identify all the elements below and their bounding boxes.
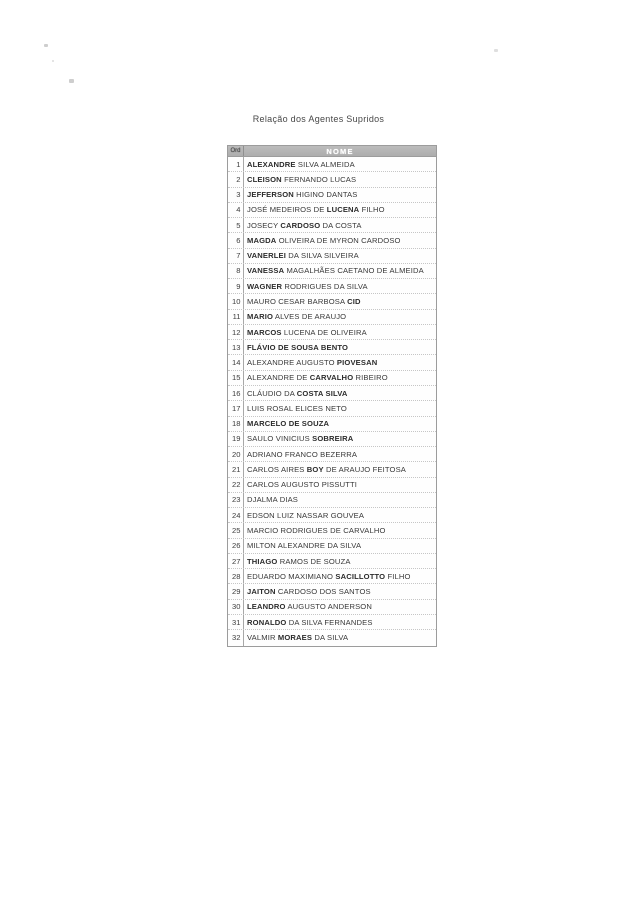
table-row bbox=[228, 249, 436, 264]
agents-table bbox=[227, 145, 437, 647]
name-segment: FILHO bbox=[359, 205, 385, 215]
row-number: 14 bbox=[228, 355, 244, 369]
name-segment: JOSÉ MEDEIROS DE bbox=[247, 205, 327, 215]
row-number: 4 bbox=[228, 203, 244, 217]
row-name bbox=[244, 218, 436, 232]
table-row bbox=[228, 355, 436, 370]
row-name bbox=[244, 203, 436, 217]
row-number: 31 bbox=[228, 615, 244, 629]
row-name bbox=[244, 371, 436, 385]
name-segment: DA SILVA SILVEIRA bbox=[286, 251, 359, 261]
scan-speck bbox=[44, 44, 48, 47]
header-nome: NOME bbox=[326, 147, 354, 156]
row-number: 18 bbox=[228, 417, 244, 431]
row-name bbox=[244, 172, 436, 186]
row-name bbox=[244, 584, 436, 598]
row-number: 16 bbox=[228, 386, 244, 400]
row-number: 3 bbox=[228, 188, 244, 202]
name-segment: MAURO CESAR BARBOSA bbox=[247, 297, 348, 307]
row-number: 12 bbox=[228, 325, 244, 339]
row-name bbox=[244, 539, 436, 553]
table-row bbox=[228, 600, 436, 615]
name-segment: FLÁVIO DE SOUSA BENTO bbox=[247, 342, 349, 352]
name-segment: SOBREIRA bbox=[312, 434, 354, 444]
row-name bbox=[244, 264, 436, 278]
row-number: 30 bbox=[228, 600, 244, 614]
scan-speck bbox=[69, 79, 74, 83]
row-name bbox=[244, 233, 436, 247]
row-name bbox=[244, 294, 436, 308]
name-segment: EDUARDO MAXIMIANO bbox=[247, 571, 336, 581]
row-name bbox=[244, 478, 436, 492]
table-row bbox=[228, 554, 436, 569]
table-row bbox=[228, 417, 436, 432]
table-row bbox=[228, 157, 436, 172]
row-name bbox=[244, 447, 436, 461]
table-row bbox=[228, 325, 436, 340]
name-segment: JAITON bbox=[247, 587, 276, 597]
row-number: 23 bbox=[228, 493, 244, 507]
table-row bbox=[228, 539, 436, 554]
name-segment: THIAGO bbox=[247, 556, 278, 566]
row-name bbox=[244, 462, 436, 476]
name-segment: CLÁUDIO DA bbox=[247, 388, 297, 398]
table-row bbox=[228, 294, 436, 309]
name-segment: COSTA SILVA bbox=[296, 388, 348, 398]
name-segment: SACILLOTTO bbox=[335, 571, 386, 581]
row-name bbox=[244, 249, 436, 263]
row-number: 8 bbox=[228, 264, 244, 278]
table-body bbox=[228, 157, 436, 646]
table-row bbox=[228, 569, 436, 584]
table-row bbox=[228, 233, 436, 248]
row-number: 17 bbox=[228, 401, 244, 415]
row-number: 22 bbox=[228, 478, 244, 492]
header-ord: Ord bbox=[228, 146, 244, 156]
name-segment: MORAES bbox=[277, 633, 313, 643]
name-segment: JEFFERSON bbox=[247, 190, 294, 200]
name-segment: DJALMA DIAS bbox=[247, 495, 299, 505]
table-row bbox=[228, 523, 436, 538]
row-name bbox=[244, 279, 436, 293]
row-name bbox=[244, 188, 436, 202]
name-segment: CARVALHO bbox=[309, 373, 354, 383]
row-number: 15 bbox=[228, 371, 244, 385]
name-segment: DA SILVA bbox=[312, 633, 349, 643]
name-segment: SILVA ALMEIDA bbox=[295, 159, 355, 169]
name-segment: ALEXANDRE DE bbox=[247, 373, 310, 383]
row-number: 28 bbox=[228, 569, 244, 583]
name-segment: FERNANDO LUCAS bbox=[281, 174, 357, 184]
table-row bbox=[228, 462, 436, 477]
document-title: Relação dos Agentes Supridos bbox=[252, 114, 385, 124]
row-name bbox=[244, 401, 436, 415]
name-segment: ADRIANO FRANCO BEZERRA bbox=[247, 449, 358, 459]
name-segment: RAMOS DE SOUZA bbox=[277, 556, 351, 566]
table-row bbox=[228, 371, 436, 386]
row-name bbox=[244, 523, 436, 537]
row-name bbox=[244, 340, 436, 354]
name-segment: MARCELO DE SOUZA bbox=[247, 419, 330, 429]
row-name bbox=[244, 600, 436, 614]
row-name bbox=[244, 355, 436, 369]
name-segment: JOSECY bbox=[247, 220, 281, 230]
table-row bbox=[228, 630, 436, 645]
row-number: 29 bbox=[228, 584, 244, 598]
row-number: 25 bbox=[228, 523, 244, 537]
name-segment: DE ARAUJO FEITOSA bbox=[323, 464, 406, 474]
row-name bbox=[244, 386, 436, 400]
table-row bbox=[228, 203, 436, 218]
row-name bbox=[244, 417, 436, 431]
table-row bbox=[228, 340, 436, 355]
name-segment: MARCOS bbox=[247, 327, 282, 337]
name-segment: VALMIR bbox=[247, 633, 278, 643]
table-row bbox=[228, 279, 436, 294]
name-segment: HIGINO DANTAS bbox=[293, 190, 358, 200]
name-segment: CARDOSO bbox=[280, 220, 321, 230]
name-segment: CARDOSO DOS SANTOS bbox=[275, 587, 371, 597]
row-name bbox=[244, 630, 436, 645]
name-segment: VANERLEI bbox=[247, 251, 287, 261]
row-number: 7 bbox=[228, 249, 244, 263]
row-number: 32 bbox=[228, 630, 244, 645]
name-segment: BOY bbox=[306, 464, 324, 474]
name-segment: RONALDO bbox=[247, 617, 287, 627]
name-segment: DA COSTA bbox=[320, 220, 362, 230]
name-segment: CARLOS AUGUSTO PISSUTTI bbox=[247, 480, 358, 490]
table-header-row bbox=[228, 146, 436, 157]
name-segment: ALVES DE ARAUJO bbox=[273, 312, 347, 322]
table-row bbox=[228, 478, 436, 493]
name-segment: MAGDA bbox=[247, 235, 277, 245]
row-number: 9 bbox=[228, 279, 244, 293]
row-number: 24 bbox=[228, 508, 244, 522]
row-name bbox=[244, 157, 436, 171]
row-number: 21 bbox=[228, 462, 244, 476]
name-segment: ALEXANDRE bbox=[247, 159, 296, 169]
row-name bbox=[244, 569, 436, 583]
name-segment: DA SILVA FERNANDES bbox=[286, 617, 373, 627]
name-segment: LEANDRO bbox=[247, 602, 286, 612]
table-row bbox=[228, 264, 436, 279]
row-name bbox=[244, 432, 436, 446]
row-number: 2 bbox=[228, 172, 244, 186]
name-segment: OLIVEIRA DE MYRON CARDOSO bbox=[276, 235, 401, 245]
row-number: 10 bbox=[228, 294, 244, 308]
name-segment: MARCIO RODRIGUES DE CARVALHO bbox=[247, 526, 386, 535]
table-row bbox=[228, 401, 436, 416]
row-number: 11 bbox=[228, 310, 244, 324]
table-row bbox=[228, 310, 436, 325]
name-segment: MARIO bbox=[247, 312, 274, 322]
row-name bbox=[244, 554, 436, 568]
name-segment: VANESSA bbox=[247, 266, 285, 276]
name-segment: WAGNER bbox=[247, 281, 283, 291]
name-segment: CID bbox=[347, 297, 361, 307]
row-name bbox=[244, 310, 436, 324]
name-segment: FILHO bbox=[385, 571, 411, 581]
name-segment: LUIS ROSAL ELICES NETO bbox=[247, 403, 347, 413]
name-segment: CARLOS AIRES bbox=[247, 464, 307, 474]
name-segment: MILTON ALEXANDRE DA SILVA bbox=[247, 541, 362, 551]
row-number: 27 bbox=[228, 554, 244, 568]
row-number: 26 bbox=[228, 539, 244, 553]
row-number: 13 bbox=[228, 340, 244, 354]
table-row bbox=[228, 584, 436, 599]
scan-speck bbox=[52, 60, 54, 62]
name-segment: RODRIGUES DA SILVA bbox=[282, 281, 368, 291]
name-segment: LUCENA bbox=[326, 205, 360, 215]
name-segment: MAGALHÃES CAETANO DE ALMEIDA bbox=[284, 266, 424, 276]
row-name bbox=[244, 325, 436, 339]
name-segment: RIBEIRO bbox=[353, 373, 388, 383]
table-row bbox=[228, 615, 436, 630]
row-number: 6 bbox=[228, 233, 244, 247]
table-row bbox=[228, 508, 436, 523]
table-row bbox=[228, 432, 436, 447]
row-number: 20 bbox=[228, 447, 244, 461]
row-number: 5 bbox=[228, 218, 244, 232]
name-segment: SAULO VINICIUS bbox=[247, 434, 313, 444]
name-segment: EDSON LUIZ NASSAR GOUVEA bbox=[247, 510, 365, 520]
table-row bbox=[228, 447, 436, 462]
row-name bbox=[244, 508, 436, 522]
row-number: 19 bbox=[228, 432, 244, 446]
name-segment: AUGUSTO ANDERSON bbox=[285, 602, 372, 612]
name-segment: LUCENA DE OLIVEIRA bbox=[281, 327, 367, 337]
table-row bbox=[228, 386, 436, 401]
name-segment: CLEISON bbox=[247, 174, 282, 184]
row-name bbox=[244, 615, 436, 629]
name-segment: PIOVESAN bbox=[336, 358, 378, 368]
table-row bbox=[228, 172, 436, 187]
table-row bbox=[228, 218, 436, 233]
scan-speck bbox=[494, 49, 498, 52]
table-row bbox=[228, 188, 436, 203]
table-row bbox=[228, 493, 436, 508]
row-name bbox=[244, 493, 436, 507]
name-segment: ALEXANDRE AUGUSTO bbox=[247, 358, 337, 368]
row-number: 1 bbox=[228, 157, 244, 171]
